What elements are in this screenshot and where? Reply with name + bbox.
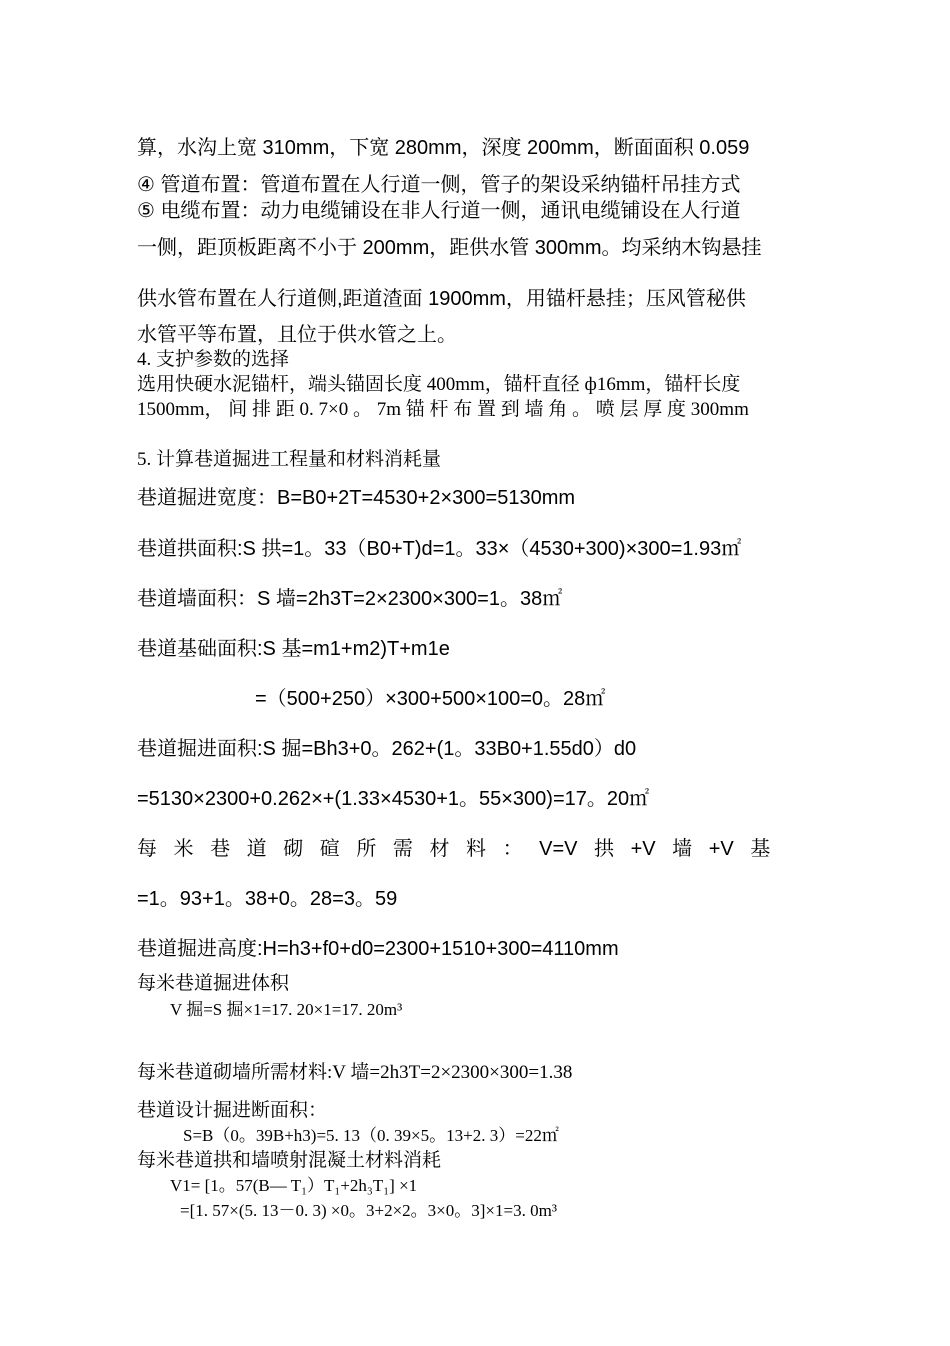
text-line: ⑤ 电缆布置：动力电缆铺设在非人行道一侧，通讯电缆铺设在人行道 [137,200,741,222]
text-line: 每米巷道掘进体积 [137,973,290,994]
text-line: 1500mm， 间 排 距 0. 7×0 。 7m 锚 杆 布 置 到 墙 角 。 喷 层 厚 度 300mm [137,399,749,420]
formula-line: =（500+250）×300+500×100=0。28㎡ [255,688,606,710]
section-heading: 4. 支护参数的选择 [137,349,290,370]
formula-line: 巷道掘进面积:S 掘=Bh3+0。262+(1。33B0+1.55d0）d0 [137,738,637,760]
formula-line-justified [137,836,835,862]
text-line: 一侧，距顶板距离不小于 200mm，距供水管 300mm。均采纳木钩悬挂 [137,237,762,259]
formula-line: =1。93+1。38+0。28=3。59 [137,888,398,910]
formula-line: 每米巷道砌墙所需材料:V 墙=2h3T=2×2300×300=1.38 [137,1062,573,1083]
formula-line: =[1. 57×(5. 13－0. 3) ×0。3+2×2。3×0。3]×1=3. 0m³ [180,1201,557,1220]
formula-line: V 掘=S 掘×1=17. 20×1=17. 20m³ [170,1000,403,1019]
text-line: 算，水沟上宽 310mm，下宽 280mm，深度 200mm，断面面积 0.059 [137,137,750,159]
formula-line: V1= [1。57(B— T₁）T₁+2h₃T₁] ×1 [170,1176,418,1195]
section-heading: 5. 计算巷道掘进工程量和材料消耗量 [137,449,442,470]
text-line: 选用快硬水泥锚杆，端头锚固长度 400mm，锚杆直径 ф16mm，锚杆长度 [137,374,741,395]
formula-line: 巷道基础面积:S 基=m1+m2)T+m1e [137,638,450,660]
text-line: ④ 管道布置：管道布置在人行道一侧，管子的架设采纳锚杆吊挂方式 [137,174,741,196]
text-line: 供水管布置在人行道侧,距道渣面 1900mm，用锚杆悬挂；压风管秘供 [137,288,746,310]
formula-line: =5130×2300+0.262×+(1.33×4530+1。55×300)=17。20㎡ [137,788,650,810]
formula-line: 巷道掘进高度:H=h3+f0+d0=2300+1510+300=4110mm [137,938,619,960]
text-line: 巷道设计掘进断面积： [137,1100,328,1121]
formula-line: S=B（0。39B+h3)=5. 13（0. 39×5。13+2. 3）=22㎡ [183,1126,559,1145]
text-line: 每米巷道拱和墙喷射混凝土材料消耗 [137,1150,442,1171]
text-line: 水管平等布置，且位于供水管之上。 [137,324,457,346]
text-line: 每 米 巷 道 砌 碹 所 需 材 料 ： V=V 拱 +V 墙 +V 基 [137,838,771,860]
formula-line: 巷道掘进宽度：B=B0+2T=4530+2×300=5130mm [137,487,576,509]
formula-line: 巷道墙面积：S 墙=2h3T=2×2300×300=1。38㎡ [137,588,563,610]
formula-line: 巷道拱面积:S 拱=1。33（B0+T)d=1。33×（4530+300)×300=1.93㎡ [137,538,742,560]
